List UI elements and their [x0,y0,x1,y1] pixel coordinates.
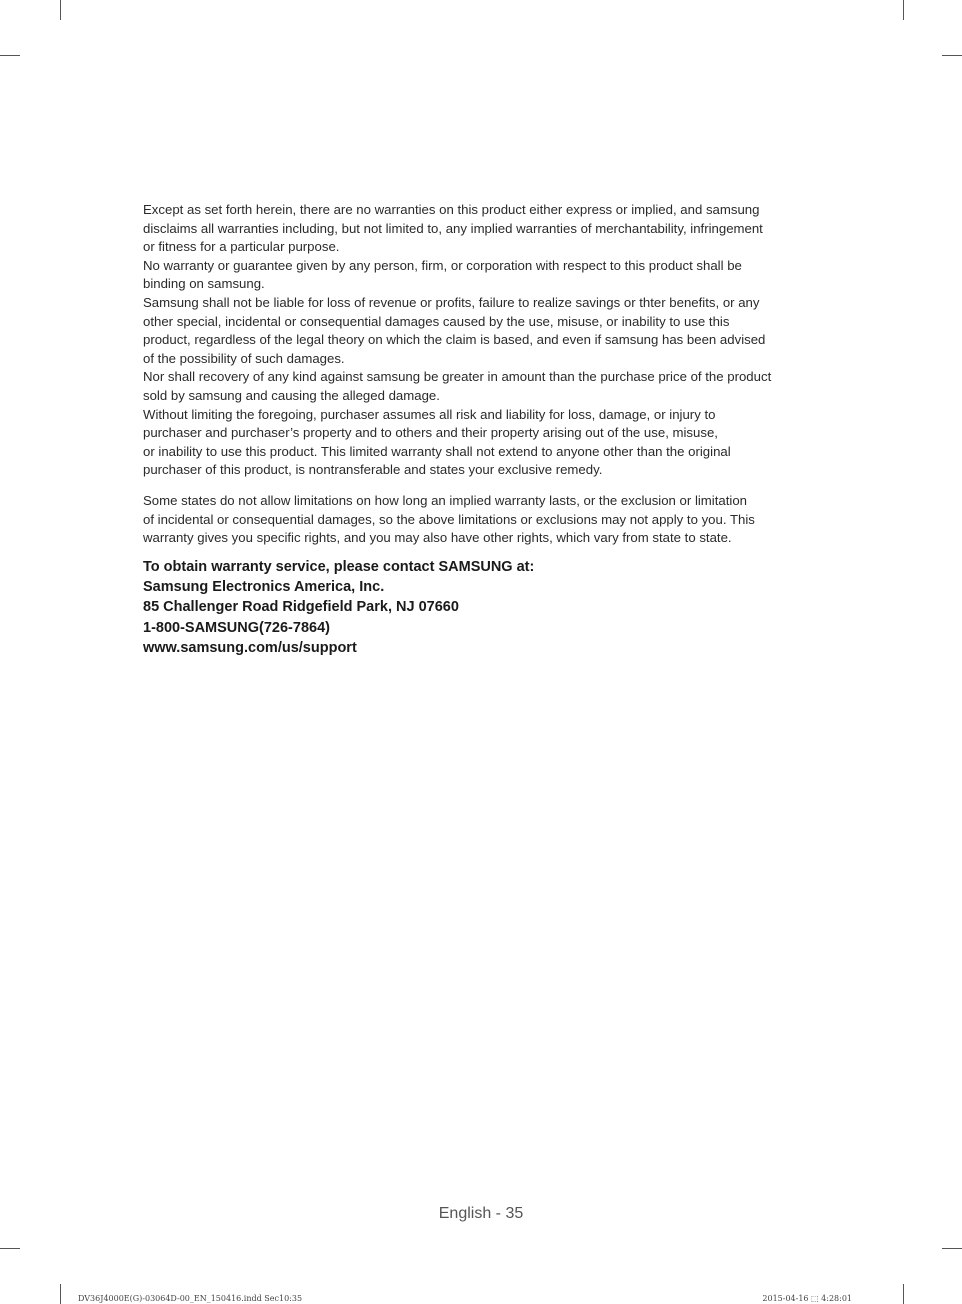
crop-mark [60,0,61,20]
warranty-body [143,201,843,658]
crop-mark [0,55,20,56]
crop-mark [903,0,904,20]
contact-phone: 1-800-SAMSUNG(726-7864) [143,619,330,636]
date-slug: 2015-04-16 ⬚ 4:28:01 [762,1294,852,1303]
file-slug: DV36J4000E(G)-03064D-00_EN_150416.indd Sec10:35 [78,1294,303,1303]
paragraph-no-warranty: No warranty or guarantee given by any person, firm, or corporation with respect to this product shall be binding on samsung. [143,257,742,292]
page-number: English - 35 [438,1205,524,1222]
crop-mark [903,1284,904,1304]
contact-block [143,557,843,658]
contact-heading: To obtain warranty service, please contact SAMSUNG at: [143,558,535,575]
paragraph-risk: Without limiting the foregoing, purchaser assumes all risk and liability for loss, damage, or injury to purchaser and purchaser’s property and to others and their property arising out of the use, misuse, or inability to use this product. This limited warranty shall not extend to anyone other than the original purchaser of this product, is nontransferable and states your exclusive remedy. [143,406,731,478]
crop-mark [942,1248,962,1249]
crop-mark [0,1248,20,1249]
paragraph-recovery: Nor shall recovery of any kind against samsung be greater in amount than the purchase price of the product sold by samsung and causing the alleged damage. [143,369,772,403]
contact-website[interactable]: www.samsung.com/us/support [143,639,357,656]
paragraph-disclaimer: Except as set forth herein, there are no warranties on this product either express or implied, and samsung disclaims all warranties including, but not limited to, any implied warranties of merchantability, infringement or fitness for a particular purpose. [143,202,763,255]
crop-mark [942,55,962,56]
paragraph-states: Some states do not allow limitations on how long an implied warranty lasts, or the exclusion or limitation of incidental or consequential damages, so the above limitations or exclusions may not apply to you. This warranty gives you specific rights, and you may also have other rights, which vary from state to state. [143,492,755,546]
contact-address: 85 Challenger Road Ridgefield Park, NJ 07660 [143,599,459,616]
contact-company: Samsung Electronics America, Inc. [143,578,385,595]
paragraph-liability: Samsung shall not be liable for loss of revenue or profits, failure to realize savings or thter benefits, or any other special, incidental or consequential damages caused by the use, misuse, or inability to use this product, regardless of the legal theory on which the claim is based, and even if samsung has been advised of the possibility of such damages. [143,294,766,366]
crop-mark [60,1284,61,1304]
